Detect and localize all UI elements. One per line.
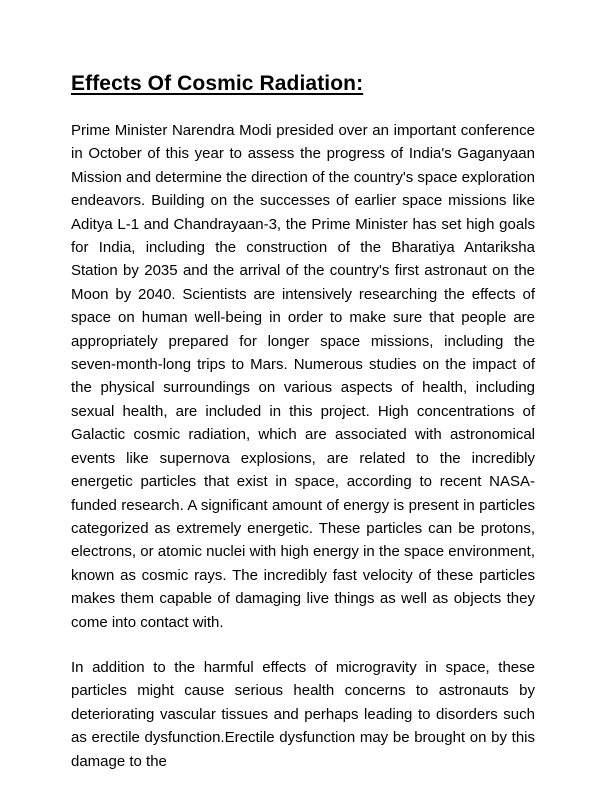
document-page <box>71 70 535 773</box>
paragraph-1: Prime Minister Narendra Modi presided over an important conference in October of this year to assess the progress of India's Gaganyaan Mission and determine the direction of the country's space exploration endeavors. Building on the successes of earlier space missions like Aditya L-1 and Chandrayaan-3, the Prime Minister has set high goals for India, including the construction of the Bharatiya Antariksha Station by 2035 and the arrival of the country's first astronaut on the Moon by 2040. Scientists are intensively researching the effects of space on human well-being in order to make sure that people are appropriately prepared for longer space missions, including the seven-month-long trips to Mars. Numerous studies on the impact of the physical surroundings on various aspects of health, including sexual health, are included in this project. High concentrations of Galactic cosmic radiation, which are associated with astronomical events like supernova explosions, are related to the incredibly energetic particles that exist in space, according to recent NASA-funded research. A significant amount of energy is present in particles categorized as extremely energetic. These particles can be protons, electrons, or atomic nuclei with high energy in the space environment, known as cosmic rays. The incredibly fast velocity of these particles makes them capable of damaging live things as well as objects they come into contact with. <box>71 122 535 631</box>
document-title: Effects Of Cosmic Radiation: <box>71 72 364 95</box>
paragraph-2: In addition to the harmful effects of microgravity in space, these particles might cause serious health concerns to astronauts by deteriorating vascular tissues and perhaps leading to disorders such as erectile dysfunction.Erectile dysfunction may be brought on by this damage to the <box>71 658 535 770</box>
